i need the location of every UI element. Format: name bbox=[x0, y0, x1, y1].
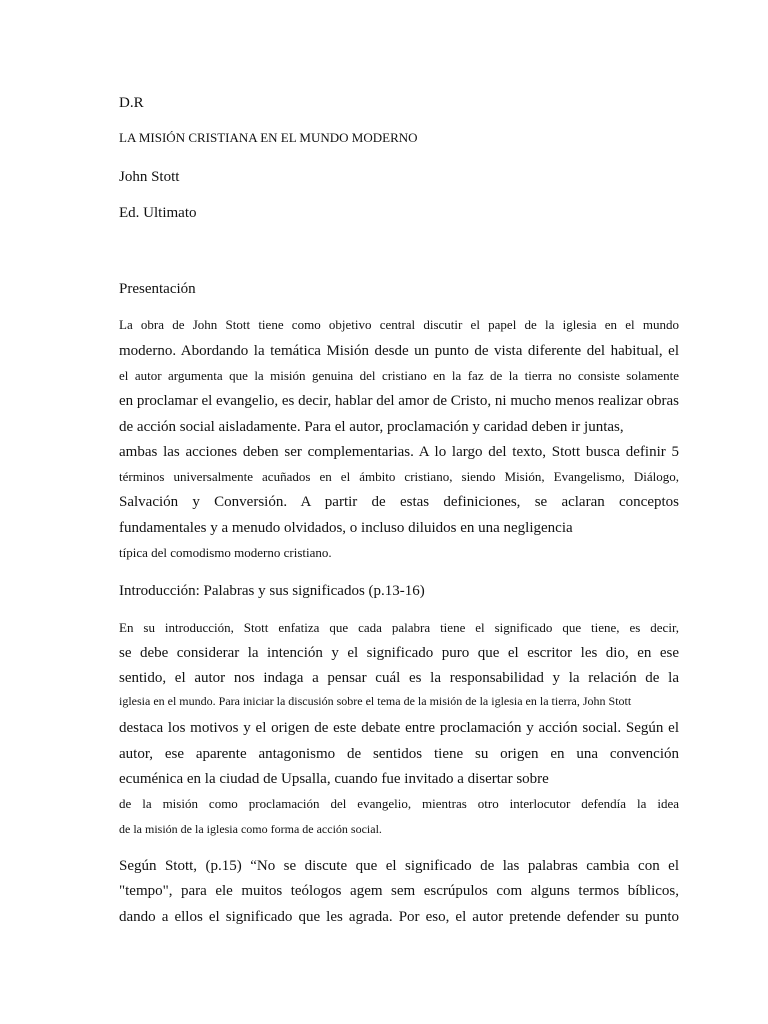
paragraph-line: términos universalmente acuñados en el ámbito cristiano, siendo Misión, Evangelismo, Diálogo, bbox=[119, 469, 679, 484]
book-author: John Stott bbox=[119, 169, 180, 185]
paragraph-line: sentido, el autor nos indaga a pensar cuál es la responsabilidad y la relación de la bbox=[119, 670, 679, 686]
paragraph-line: de acción social aisladamente. Para el autor, proclamación y caridad deben ir juntas, bbox=[119, 419, 624, 435]
paragraph-line: La obra de John Stott tiene como objetivo central discutir el papel de la iglesia en el mundo bbox=[119, 317, 679, 332]
paragraph-line: dando a ellos el significado que les agrada. Por eso, el autor pretende defender su punto bbox=[119, 909, 679, 925]
paragraph-line: fundamentales y a menudo olvidados, o incluso diluidos en una negligencia bbox=[119, 520, 573, 536]
paragraph-line: En su introducción, Stott enfatiza que cada palabra tiene el significado que tiene, es decir, bbox=[119, 620, 679, 635]
paragraph-line: autor, ese aparente antagonismo de sentidos tiene su origen en una convención bbox=[119, 746, 679, 762]
paragraph-line: Salvación y Conversión. A partir de estas definiciones, se aclaran conceptos bbox=[119, 494, 679, 510]
paragraph-line: ambas las acciones deben ser complementarias. A lo largo del texto, Stott busca definir 5 bbox=[119, 444, 679, 460]
doc-initials: D.R bbox=[119, 95, 144, 111]
book-title: LA MISIÓN CRISTIANA EN EL MUNDO MODERNO bbox=[119, 130, 418, 145]
paragraph-line: Según Stott, (p.15) “No se discute que el significado de las palabras cambia con el bbox=[119, 858, 679, 874]
paragraph-line: se debe considerar la intención y el significado puro que el escritor les dio, en ese bbox=[119, 645, 679, 661]
section-heading-introduccion: Introducción: Palabras y sus significados (p.13-16) bbox=[119, 583, 425, 599]
paragraph-line: de la misión como proclamación del evangelio, mientras otro interlocutor defendía la idea bbox=[119, 796, 679, 811]
paragraph-line: típica del comodismo moderno cristiano. bbox=[119, 545, 332, 560]
paragraph-line: iglesia en el mundo. Para iniciar la discusión sobre el tema de la misión de la iglesia en la tierra, John Stott bbox=[119, 694, 632, 708]
paragraph-line: destaca los motivos y el origen de este debate entre proclamación y acción social. Según el bbox=[119, 720, 679, 736]
paragraph-line: ecuménica en la ciudad de Upsalla, cuando fue invitado a disertar sobre bbox=[119, 771, 549, 787]
paragraph-line: en proclamar el evangelio, es decir, hablar del amor de Cristo, ni mucho menos realizar obras bbox=[119, 393, 680, 409]
section-heading-presentacion: Presentación bbox=[119, 281, 196, 297]
paragraph-line: de la misión de la iglesia como forma de acción social. bbox=[119, 822, 382, 836]
paragraph-line: "tempo", para ele muitos teólogos agem sem escrúpulos com alguns termos bíblicos, bbox=[119, 883, 679, 899]
paragraph-line: el autor argumenta que la misión genuina del cristiano en la faz de la tierra no consiste solamente bbox=[119, 368, 679, 383]
paragraph-line: moderno. Abordando la temática Misión desde un punto de vista diferente del habitual, el bbox=[119, 343, 679, 359]
book-publisher: Ed. Ultimato bbox=[119, 205, 197, 221]
